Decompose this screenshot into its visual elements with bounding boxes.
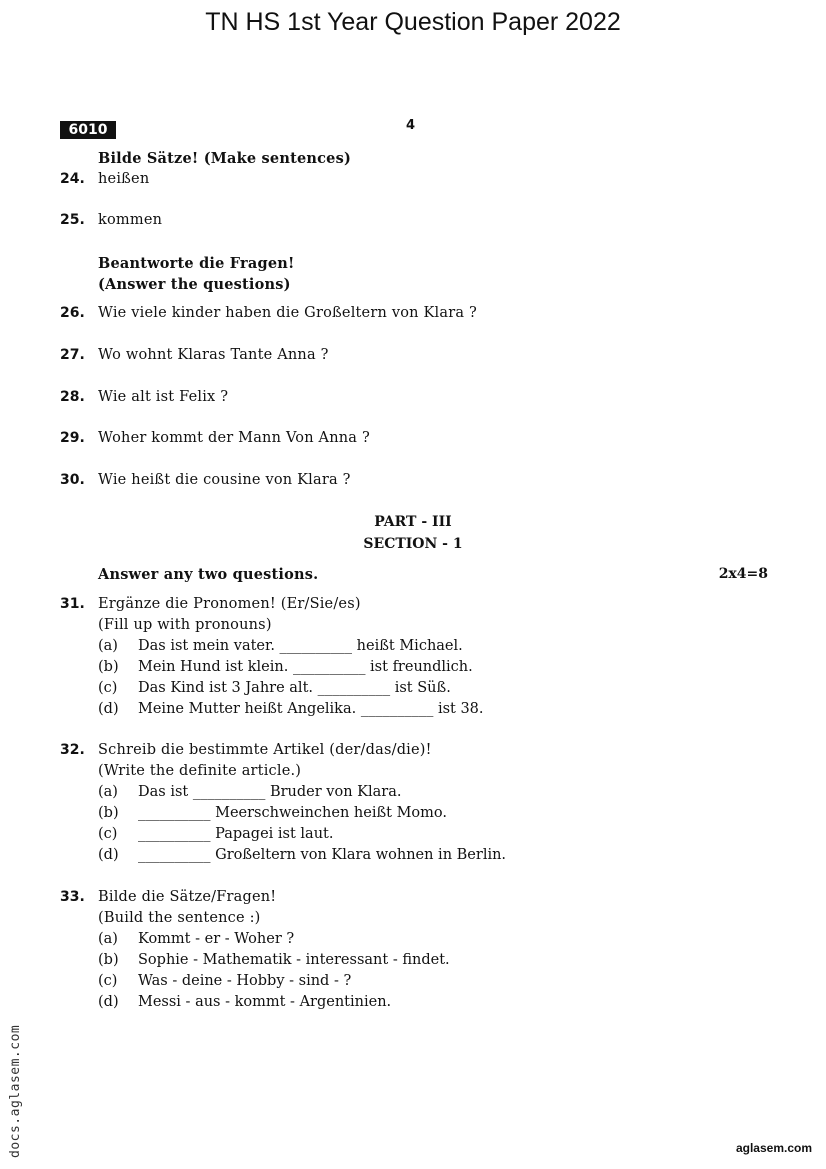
question-text: Woher kommt der Mann Von Anna ? <box>98 430 370 446</box>
question-number: 31. <box>60 596 85 612</box>
question-number: 26. <box>60 305 85 321</box>
instruction-answer-questions-en: (Answer the questions) <box>98 276 291 293</box>
question-subtext: (Build the sentence :) <box>98 910 261 926</box>
option-label: (d) <box>98 994 119 1010</box>
option-label: (d) <box>98 847 119 863</box>
marks-allocation: 2x4=8 <box>718 566 768 582</box>
question-number: 24. <box>60 171 85 187</box>
instruction-make-sentences: Bilde Sätze! (Make sentences) <box>98 150 352 167</box>
option-text: Meine Mutter heißt Angelika. __________ ist 38. <box>138 701 484 717</box>
footer-site-link[interactable]: aglasem.com <box>735 1141 812 1155</box>
option-label: (c) <box>98 826 118 842</box>
instruction-answer-questions: Beantworte die Fragen! <box>98 255 295 272</box>
option-text: Das ist mein vater. __________ heißt Michael. <box>138 638 463 654</box>
part-instruction: Answer any two questions. <box>98 566 319 583</box>
option-text: Sophie - Mathematik - interessant - findet. <box>138 952 450 968</box>
question-number: 30. <box>60 472 85 488</box>
section-heading: SECTION - 1 <box>363 536 463 552</box>
question-text: Ergänze die Pronomen! (Er/Sie/es) <box>98 596 361 612</box>
option-text: Kommt - er - Woher ? <box>138 931 295 947</box>
option-text: Was - deine - Hobby - sind - ? <box>138 973 352 989</box>
option-text: Das ist __________ Bruder von Klara. <box>138 784 402 800</box>
question-text: Wie alt ist Felix ? <box>98 389 229 405</box>
question-text: kommen <box>98 212 163 228</box>
option-text: Mein Hund ist klein. __________ ist freundlich. <box>138 659 473 675</box>
side-watermark: docs.aglasem.com <box>8 1024 23 1158</box>
question-text: heißen <box>98 171 150 187</box>
option-label: (a) <box>98 784 118 800</box>
option-text: __________ Großeltern von Klara wohnen in Berlin. <box>138 847 507 863</box>
option-label: (b) <box>98 952 119 968</box>
option-label: (d) <box>98 701 119 717</box>
question-subtext: (Write the definite article.) <box>98 763 302 779</box>
option-text: Das Kind ist 3 Jahre alt. __________ ist Süß. <box>138 680 451 696</box>
part-heading: PART - III <box>374 514 452 530</box>
option-text: Messi - aus - kommt - Argentinien. <box>138 994 392 1010</box>
option-label: (a) <box>98 931 118 947</box>
question-text: Wo wohnt Klaras Tante Anna ? <box>98 347 329 363</box>
question-subtext: (Fill up with pronouns) <box>98 617 272 633</box>
paper-code-badge: 6010 <box>60 121 116 139</box>
question-text: Wie viele kinder haben die Großeltern von Klara ? <box>98 305 477 321</box>
question-number: 28. <box>60 389 85 405</box>
question-text: Bilde die Sätze/Fragen! <box>98 889 277 905</box>
question-number: 33. <box>60 889 85 905</box>
option-label: (b) <box>98 805 119 821</box>
option-label: (c) <box>98 680 118 696</box>
option-text: __________ Papagei ist laut. <box>138 826 334 842</box>
question-number: 27. <box>60 347 85 363</box>
option-label: (a) <box>98 638 118 654</box>
banner-title: TN HS 1st Year Question Paper 2022 <box>205 8 621 36</box>
question-number: 32. <box>60 742 85 758</box>
option-label: (c) <box>98 973 118 989</box>
question-text: Schreib die bestimmte Artikel (der/das/die)! <box>98 742 432 758</box>
option-label: (b) <box>98 659 119 675</box>
option-text: __________ Meerschweinchen heißt Momo. <box>138 805 447 821</box>
page-number: 4 <box>406 118 416 133</box>
question-number: 25. <box>60 212 85 228</box>
question-number: 29. <box>60 430 85 446</box>
question-text: Wie heißt die cousine von Klara ? <box>98 472 351 488</box>
